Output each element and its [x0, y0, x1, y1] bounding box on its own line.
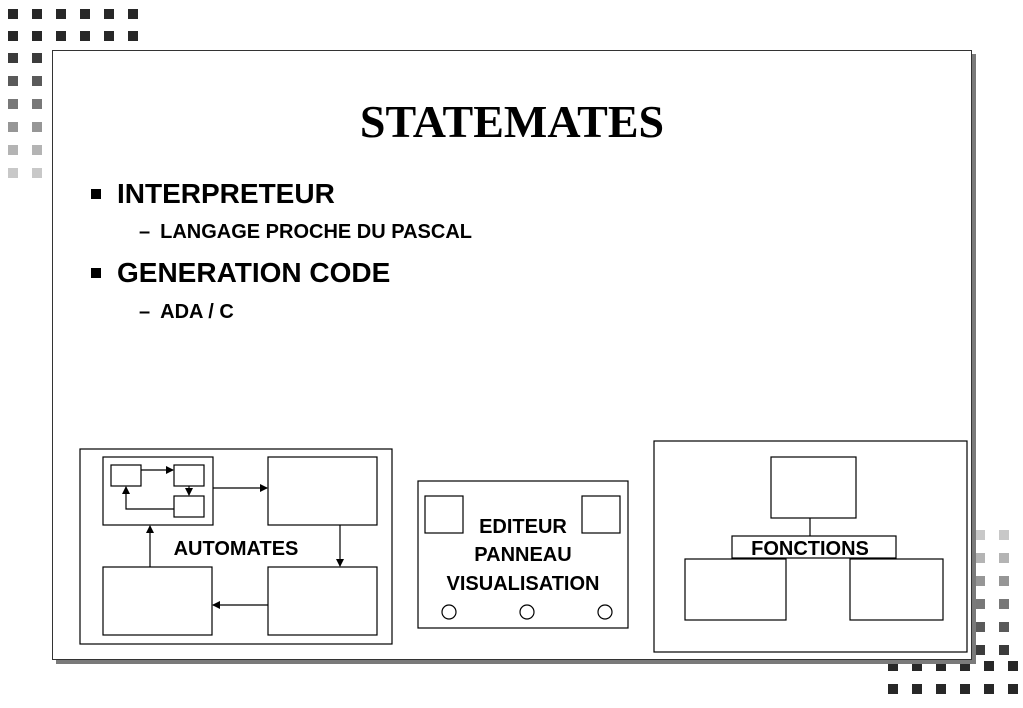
inner-state-c — [174, 496, 204, 517]
panel-knob-3 — [598, 605, 612, 619]
editeur-line-1: EDITEUR — [479, 516, 567, 538]
editeur-line-3: VISUALISATION — [446, 573, 600, 595]
panel-knob-2 — [520, 605, 534, 619]
editeur-line-2: PANNEAU — [474, 544, 572, 566]
child-function-right — [850, 559, 943, 620]
panel-box-left — [425, 496, 463, 533]
dash-icon: – — [139, 221, 151, 243]
state-bottom-right — [268, 567, 377, 635]
sub-bullet-label: ADA / C — [160, 301, 234, 323]
inner-state-a — [111, 465, 141, 486]
sub-bullet-label: LANGAGE PROCHE DU PASCAL — [160, 221, 472, 243]
bullet-label: INTERPRETEUR — [117, 178, 335, 209]
state-top-right — [268, 457, 377, 525]
state-bottom-left — [103, 567, 212, 635]
dash-icon: – — [139, 301, 151, 323]
child-function-left — [685, 559, 786, 620]
bullet-label: GENERATION CODE — [117, 257, 391, 288]
automates-label: AUTOMATES — [173, 538, 299, 560]
parent-function-box — [771, 457, 856, 518]
slide-title: STATEMATES — [359, 96, 665, 147]
panel-knob-1 — [442, 605, 456, 619]
panel-box-right — [582, 496, 620, 533]
fonctions-label: FONCTIONS — [751, 538, 869, 560]
inner-state-b — [174, 465, 204, 486]
